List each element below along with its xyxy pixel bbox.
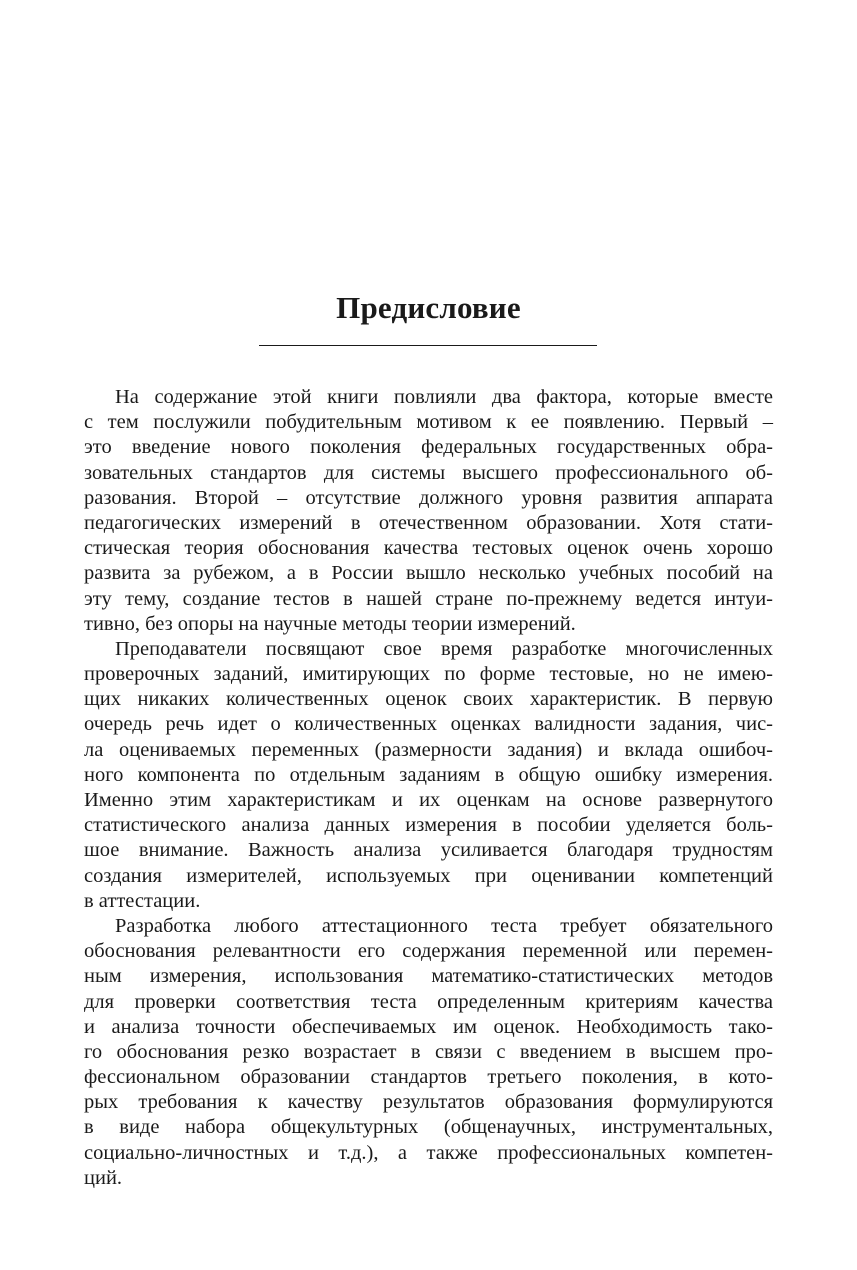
text-line: создания измерителей, используемых при оценивании компетенций [84,864,773,887]
text-line: эту тему, создание тестов в нашей стране по-прежнему ведется интуи- [84,587,773,610]
title-underline [259,345,597,346]
text-line: проверочных заданий, имитирующих по форме тестовые, но не имею- [84,663,773,686]
text-line: ла оцениваемых переменных (размерности задания) и вклада ошибоч- [84,738,773,761]
text-line: социально-личностных и т.д.), а также профессиональных компетен- [84,1141,773,1164]
text-line: это введение нового поколения федеральных государственных обра- [84,436,773,459]
text-line: статистического анализа данных измерения в пособии уделяется боль- [84,814,773,837]
text-line: в аттестации. [84,889,201,912]
text-line: педагогических измерений в отечественном образовании. Хотя стати- [84,511,773,534]
text-line: обоснования релевантности его содержания переменной или перемен- [84,940,773,963]
text-line: для проверки соответствия теста определенным критериям качества [84,990,773,1013]
text-line: развита за рубежом, а в России вышло несколько учебных пособий на [84,562,773,585]
page-title: Предисловие [336,290,521,325]
paragraph-1 [84,385,773,637]
text-line: На содержание этой книги повлияли два фактора, которые вместе [115,386,773,408]
paragraph-2 [84,637,773,914]
text-line: фессиональном образовании стандартов третьего поколения, в кото- [84,1066,773,1089]
text-line: шое внимание. Важность анализа усиливается благодаря трудностям [84,839,773,862]
text-line: очередь речь идет о количественных оценках валидности задания, чис- [84,713,773,736]
text-line: го обоснования резко возрастает в связи с введением в высшем про- [84,1040,773,1063]
preface-body [84,385,773,1191]
text-line: ного компонента по отдельным заданиям в общую ошибку измерения. [84,763,773,786]
text-line: Преподаватели посвящают свое время разработке многочисленных [115,637,773,660]
text-line: Именно этим характеристикам и их оценкам на основе развернутого [84,789,773,811]
text-line: в виде набора общекультурных (общенаучных, инструментальных, [84,1116,773,1139]
text-line: ным измерения, использования математико-статистических методов [84,965,773,988]
text-line: рых требования к качеству результатов образования формулируются [84,1091,773,1114]
text-line: стическая теория обоснования качества тестовых оценок очень хорошо [84,537,773,560]
paragraph-3 [84,914,773,1191]
text-line: зовательных стандартов для системы высшего профессионального об- [84,461,773,484]
text-line: Разработка любого аттестационного теста требует обязательного [115,914,773,937]
text-line: тивно, без опоры на научные методы теории измерений. [84,612,576,635]
text-line: щих никаких количественных оценок своих характеристик. В первую [84,688,773,711]
text-line: и анализа точности обеспечиваемых им оценок. Необходимость тако- [84,1015,773,1038]
text-line: ций. [84,1166,123,1189]
text-line: разования. Второй – отсутствие должного уровня развития аппарата [84,486,773,509]
text-line: с тем послужили побудительным мотивом к ее появлению. Первый – [84,411,773,434]
